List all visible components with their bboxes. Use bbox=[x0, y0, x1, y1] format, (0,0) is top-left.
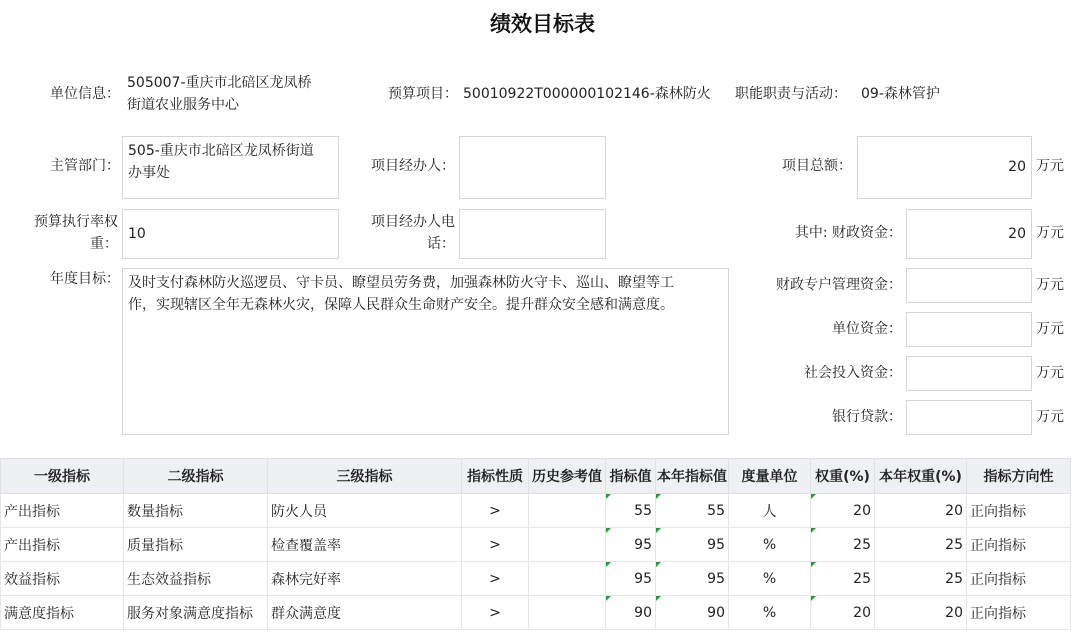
manager-phone-field[interactable] bbox=[459, 209, 606, 259]
cell-level2: 服务对象满意度指标 bbox=[124, 596, 268, 630]
cell-history[interactable] bbox=[529, 562, 606, 596]
cell-year-weight[interactable]: 25 bbox=[875, 562, 967, 596]
exec-rate-label-line2: 重： bbox=[90, 236, 118, 252]
social-field[interactable] bbox=[906, 356, 1032, 391]
unit-fund-label: 单位资金： bbox=[832, 321, 902, 337]
cell-nature[interactable]: > bbox=[462, 596, 529, 630]
indicator-table bbox=[0, 458, 1071, 630]
unit-fund-unit: 万元 bbox=[1036, 321, 1064, 337]
cell-level1: 产出指标 bbox=[1, 528, 124, 562]
special-label: 财政专户管理资金： bbox=[776, 277, 902, 293]
dept-value-line2: 办事处 bbox=[128, 165, 170, 181]
header-weight: 权重(%) bbox=[811, 459, 875, 494]
header-level2: 二级指标 bbox=[124, 459, 268, 494]
cell-value[interactable]: 95 bbox=[606, 528, 656, 562]
fiscal-field[interactable]: 20 bbox=[906, 209, 1032, 259]
cell-value[interactable]: 55 bbox=[606, 494, 656, 528]
cell-direction[interactable]: 正向指标 bbox=[967, 596, 1071, 630]
bank-field[interactable] bbox=[906, 400, 1032, 435]
manager-field[interactable] bbox=[459, 136, 606, 199]
cell-weight[interactable]: 25 bbox=[811, 562, 875, 596]
header-year-weight: 本年权重(%) bbox=[875, 459, 967, 494]
exec-rate-label bbox=[18, 211, 118, 255]
budget-project-label: 预算项目： bbox=[388, 86, 458, 102]
cell-level3: 群众满意度 bbox=[268, 596, 462, 630]
annual-goal-field[interactable] bbox=[122, 268, 729, 435]
cell-unit[interactable]: % bbox=[729, 596, 811, 630]
cell-history[interactable] bbox=[529, 596, 606, 630]
cell-history[interactable] bbox=[529, 528, 606, 562]
cell-history[interactable] bbox=[529, 494, 606, 528]
cell-level3: 森林完好率 bbox=[268, 562, 462, 596]
function-label: 职能职责与活动： bbox=[735, 86, 847, 102]
annual-goal-line2: 作，实现辖区全年无森林火灾，保障人民群众生命财产安全。提升群众安全感和满意度。 bbox=[128, 297, 674, 313]
cell-year-weight[interactable]: 20 bbox=[875, 494, 967, 528]
cell-unit[interactable]: % bbox=[729, 528, 811, 562]
cell-nature[interactable]: > bbox=[462, 528, 529, 562]
unit-info-label: 单位信息： bbox=[50, 86, 120, 102]
cell-unit[interactable]: 人 bbox=[729, 494, 811, 528]
unit-info-value-line1: 505007-重庆市北碚区龙凤桥 bbox=[127, 75, 312, 91]
manager-phone-label-line2: 话： bbox=[427, 236, 455, 252]
cell-direction[interactable]: 正向指标 bbox=[967, 494, 1071, 528]
cell-nature[interactable]: > bbox=[462, 562, 529, 596]
cell-direction[interactable]: 正向指标 bbox=[967, 528, 1071, 562]
cell-year-weight[interactable]: 25 bbox=[875, 528, 967, 562]
total-unit: 万元 bbox=[1036, 158, 1064, 174]
manager-label: 项目经办人： bbox=[371, 158, 455, 174]
header-nature: 指标性质 bbox=[462, 459, 529, 494]
cell-weight[interactable]: 20 bbox=[811, 494, 875, 528]
cell-level2: 数量指标 bbox=[124, 494, 268, 528]
cell-year-value[interactable]: 95 bbox=[656, 528, 729, 562]
header-direction: 指标方向性 bbox=[967, 459, 1071, 494]
dept-field[interactable] bbox=[122, 136, 339, 199]
cell-value[interactable]: 95 bbox=[606, 562, 656, 596]
unit-info-value-line2: 街道农业服务中心 bbox=[127, 97, 239, 113]
cell-weight[interactable]: 20 bbox=[811, 596, 875, 630]
header-value: 指标值 bbox=[606, 459, 656, 494]
exec-rate-field[interactable]: 10 bbox=[122, 209, 339, 259]
table-row bbox=[1, 528, 1071, 562]
total-field[interactable]: 20 bbox=[857, 136, 1032, 199]
cell-level2: 生态效益指标 bbox=[124, 562, 268, 596]
table-row bbox=[1, 494, 1071, 528]
cell-year-value[interactable]: 55 bbox=[656, 494, 729, 528]
manager-phone-label bbox=[350, 211, 455, 255]
header-level1: 一级指标 bbox=[1, 459, 124, 494]
bank-unit: 万元 bbox=[1036, 409, 1064, 425]
cell-nature[interactable]: > bbox=[462, 494, 529, 528]
cell-direction[interactable]: 正向指标 bbox=[967, 562, 1071, 596]
table-row bbox=[1, 596, 1071, 630]
fiscal-unit: 万元 bbox=[1036, 225, 1064, 241]
social-label: 社会投入资金： bbox=[804, 365, 902, 381]
dept-label: 主管部门： bbox=[50, 158, 120, 174]
page-title: 绩效目标表 bbox=[490, 12, 595, 36]
special-unit: 万元 bbox=[1036, 277, 1064, 293]
cell-year-value[interactable]: 90 bbox=[656, 596, 729, 630]
annual-goal-line1: 及时支付森林防火巡逻员、守卡员、瞭望员劳务费，加强森林防火守卡、巡山、瞭望等工 bbox=[128, 275, 674, 291]
cell-value[interactable]: 90 bbox=[606, 596, 656, 630]
fiscal-label: 其中: 财政资金： bbox=[794, 225, 902, 241]
cell-level1: 产出指标 bbox=[1, 494, 124, 528]
cell-level1: 满意度指标 bbox=[1, 596, 124, 630]
table-row bbox=[1, 562, 1071, 596]
cell-year-value[interactable]: 95 bbox=[656, 562, 729, 596]
cell-level1: 效益指标 bbox=[1, 562, 124, 596]
cell-weight[interactable]: 25 bbox=[811, 528, 875, 562]
manager-phone-label-line1: 项目经办人电 bbox=[371, 214, 455, 230]
unit-fund-field[interactable] bbox=[906, 312, 1032, 347]
exec-rate-label-line1: 预算执行率权 bbox=[34, 214, 118, 230]
header-year-value: 本年指标值 bbox=[656, 459, 729, 494]
total-label: 项目总额： bbox=[782, 158, 852, 174]
dept-value-line1: 505-重庆市北碚区龙凤桥街道 bbox=[128, 143, 314, 159]
header-history: 历史参考值 bbox=[529, 459, 606, 494]
bank-label: 银行贷款： bbox=[832, 409, 902, 425]
cell-year-weight[interactable]: 20 bbox=[875, 596, 967, 630]
table-header-row bbox=[1, 459, 1071, 494]
social-unit: 万元 bbox=[1036, 365, 1064, 381]
header-unit: 度量单位 bbox=[729, 459, 811, 494]
cell-level2: 质量指标 bbox=[124, 528, 268, 562]
unit-info-value bbox=[127, 72, 347, 116]
cell-level3: 防火人员 bbox=[268, 494, 462, 528]
budget-project-value: 50010922T000000102146-森林防火 bbox=[463, 86, 711, 102]
special-field[interactable] bbox=[906, 268, 1032, 303]
header-level3: 三级指标 bbox=[268, 459, 462, 494]
annual-goal-label: 年度目标： bbox=[50, 271, 120, 287]
cell-level3: 检查覆盖率 bbox=[268, 528, 462, 562]
function-value: 09-森林管护 bbox=[861, 86, 940, 102]
cell-unit[interactable]: % bbox=[729, 562, 811, 596]
